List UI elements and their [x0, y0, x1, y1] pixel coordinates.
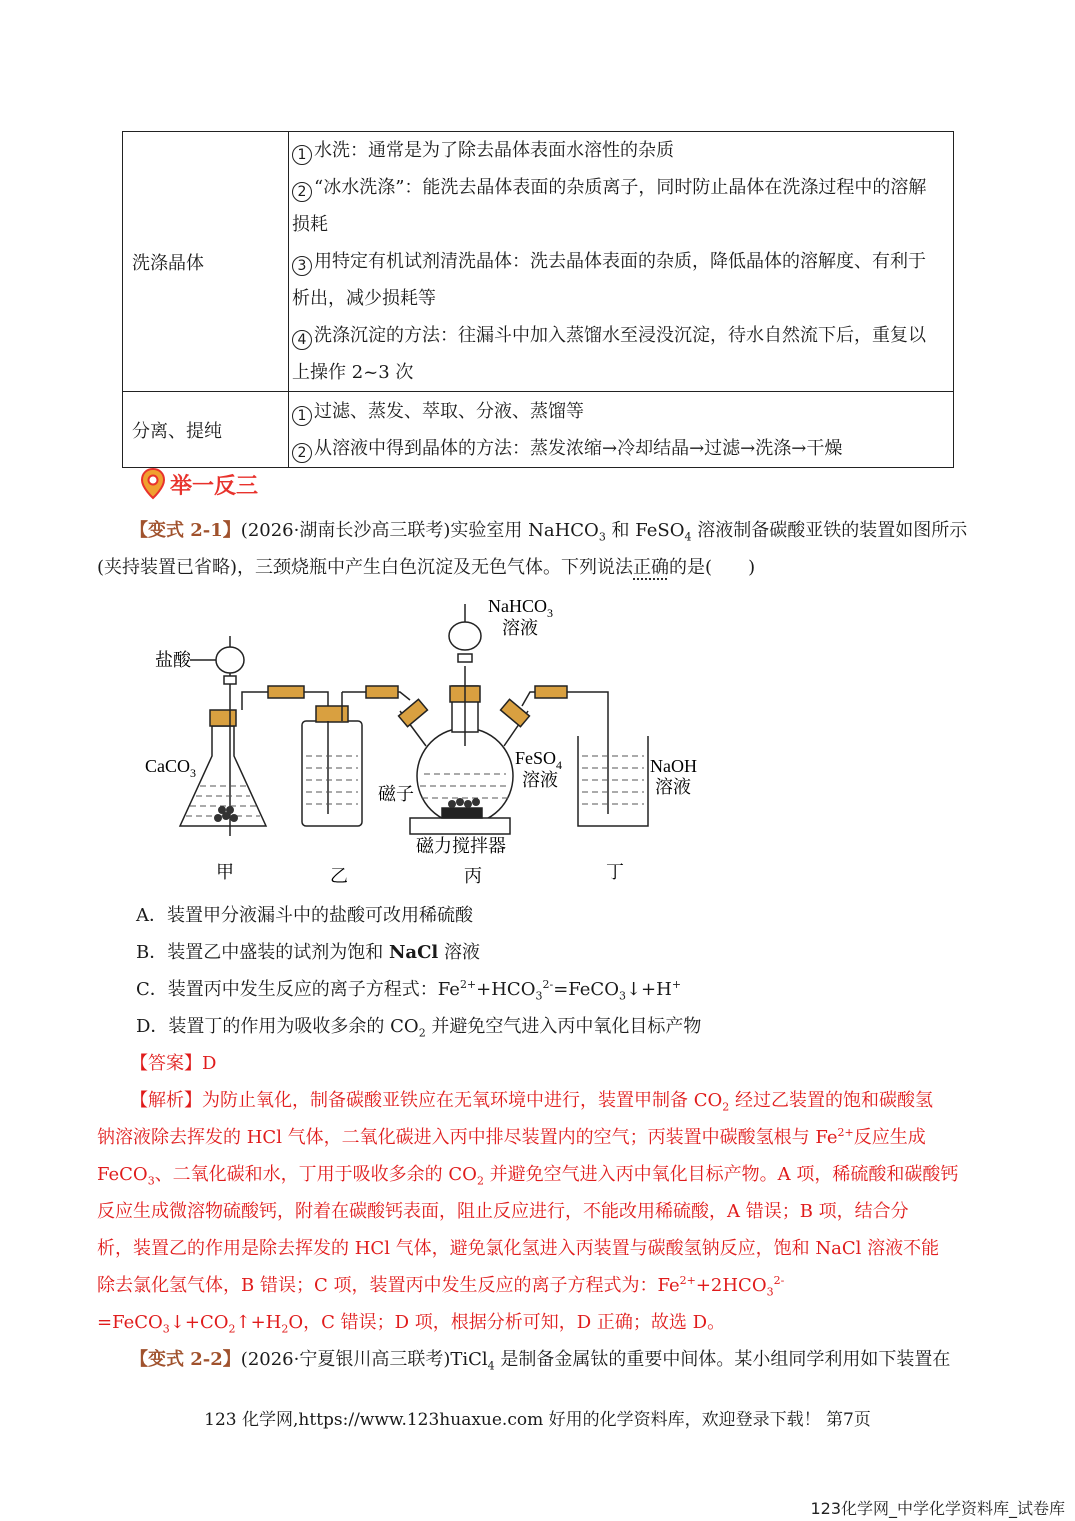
- label-nahco3: NaHCO$_3$: [488, 596, 553, 620]
- circled-number: 3: [292, 256, 312, 276]
- analysis-line2: 钠溶液除去挥发的 HCl 气体，二氧化碳进入丙中排尽装置内的空气；丙装置中碳酸氢根与 $Fe^{2+}$反应生成: [97, 1126, 926, 1148]
- location-pin-icon: [140, 468, 166, 500]
- label-jia: 甲: [216, 862, 234, 882]
- list-item: 1 水洗：通常是为了除去晶体表面水溶性的杂质: [292, 132, 949, 169]
- circled-number: 1: [292, 145, 312, 165]
- method-table: [122, 131, 954, 468]
- label-feso4-solution: 溶液: [522, 770, 558, 790]
- list-item: 3 用特定有机试剂清洗晶体：洗去晶体表面的杂质，降低晶体的溶解度、有利于: [292, 243, 949, 280]
- table-row: [123, 132, 954, 392]
- page-footer: 123 化学网,https://www.123huaxue.com 好用的化学资料库，欢迎登录下载！ 第7页: [204, 1410, 871, 1430]
- list-item: 上操作 2~3 次: [292, 362, 414, 383]
- circled-number: 2: [292, 443, 312, 463]
- label-caco3: CaCO$_3$: [145, 756, 196, 780]
- apparatus-diagram: [130, 596, 730, 895]
- option-d: D．装置丁的作用为吸收多余的 $CO_2$ 并避免空气进入丙中氧化目标产物: [136, 1016, 702, 1040]
- row-label-separation: 分离、提纯: [123, 392, 289, 468]
- label-bing: 丙: [464, 866, 482, 886]
- analysis-line7: $=FeCO_3↓+CO_2↑+H_2O$，C 错误；D 项，根据分析可知，D 正确；故选 D。: [97, 1312, 726, 1336]
- question-2-1-line1: 【变式 2-1】(2026·湖南长沙高三联考)实验室用 NaHCO$_3$ 和 FeSO$_4$ 溶液制备碳酸亚铁的装置如图所示: [130, 520, 968, 544]
- circled-number: 2: [292, 182, 312, 202]
- row-label-washing: 洗涤晶体: [123, 132, 289, 392]
- option-a: A．装置甲分液漏斗中的盐酸可改用稀硫酸: [136, 905, 473, 926]
- watermark: 123化学网_中学化学资料库_试卷库: [810, 1499, 1065, 1518]
- analysis-line3: FeCO$_3$、二氧化碳和水，丁用于吸收多余的 $CO_2$ 并避免空气进入丙中氧化目标产物。A 项，稀硫酸和碳酸钙: [97, 1164, 959, 1188]
- label-feso4: FeSO$_4$: [515, 748, 563, 772]
- question-2-2: 【变式 2-2】(2026·宁夏银川高三联考)TiCl$_4$ 是制备金属钛的重要中间体。某小组同学利用如下装置在: [130, 1349, 951, 1373]
- circled-number: 4: [292, 330, 312, 350]
- option-c: C．装置丙中发生反应的离子方程式：$Fe^{2+}+HCO_3^{2-}=FeCO_3↓+H^+$: [136, 978, 682, 1003]
- analysis-line4: 反应生成微溶物硫酸钙，附着在碳酸钙表面，阻止反应进行，不能改用稀硫酸，A 错误；B 项，结合分: [97, 1201, 909, 1222]
- label-yi: 乙: [330, 866, 348, 886]
- label-naoh-solution: 溶液: [655, 777, 691, 797]
- row-content-separation: [289, 392, 954, 468]
- label-magnet: 磁子: [378, 784, 414, 804]
- analysis-line1: 【解析】为防止氧化，制备碳酸亚铁应在无氧环境中进行，装置甲制备 $CO_2$ 经过乙装置的饱和碳酸氢: [130, 1090, 933, 1114]
- label-ding: 丁: [606, 862, 624, 882]
- label-nahco3-solution: 溶液: [502, 618, 538, 638]
- list-item: 损耗: [292, 214, 328, 235]
- option-b: B．装置乙中盛装的试剂为饱和 NaCl 溶液: [136, 942, 480, 963]
- question-2-1-line2: (夹持装置已省略)，三颈烧瓶中产生白色沉淀及无色气体。下列说法正确的是( ): [97, 557, 756, 578]
- list-item: 析出，减少损耗等: [292, 288, 436, 309]
- answer: 【答案】D: [130, 1053, 217, 1074]
- list-item: 2 “冰水洗涤”：能洗去晶体表面的杂质离子，同时防止晶体在洗涤过程中的溶解: [292, 169, 949, 206]
- circled-number: 1: [292, 406, 312, 426]
- table-row: [123, 392, 954, 468]
- list-item: 4 洗涤沉淀的方法：往漏斗中加入蒸馏水至浸没沉淀，待水自然流下后，重复以: [292, 317, 949, 354]
- list-item: 2 从溶液中得到晶体的方法：蒸发浓缩→冷却结晶→过滤→洗涤→干燥: [292, 430, 949, 467]
- label-hcl: 盐酸: [155, 650, 191, 670]
- analysis-line6: 除去氯化氢气体，B 错误；C 项，装置丙中发生反应的离子方程式为：$Fe^{2+}+2HCO_3^{2-}$: [97, 1274, 785, 1299]
- analysis-line5: 析，装置乙的作用是除去挥发的 HCl 气体，避免氯化氢进入丙装置与碳酸氢钠反应，饱和 NaCl 溶液不能: [97, 1238, 940, 1259]
- section-heading-text: 举一反三: [170, 473, 259, 499]
- row-content-washing: [289, 132, 954, 392]
- label-stirrer: 磁力搅拌器: [416, 836, 506, 856]
- section-heading: [140, 468, 258, 500]
- label-naoh: NaOH: [650, 756, 697, 776]
- list-item: 1 过滤、蒸发、萃取、分液、蒸馏等: [292, 393, 949, 430]
